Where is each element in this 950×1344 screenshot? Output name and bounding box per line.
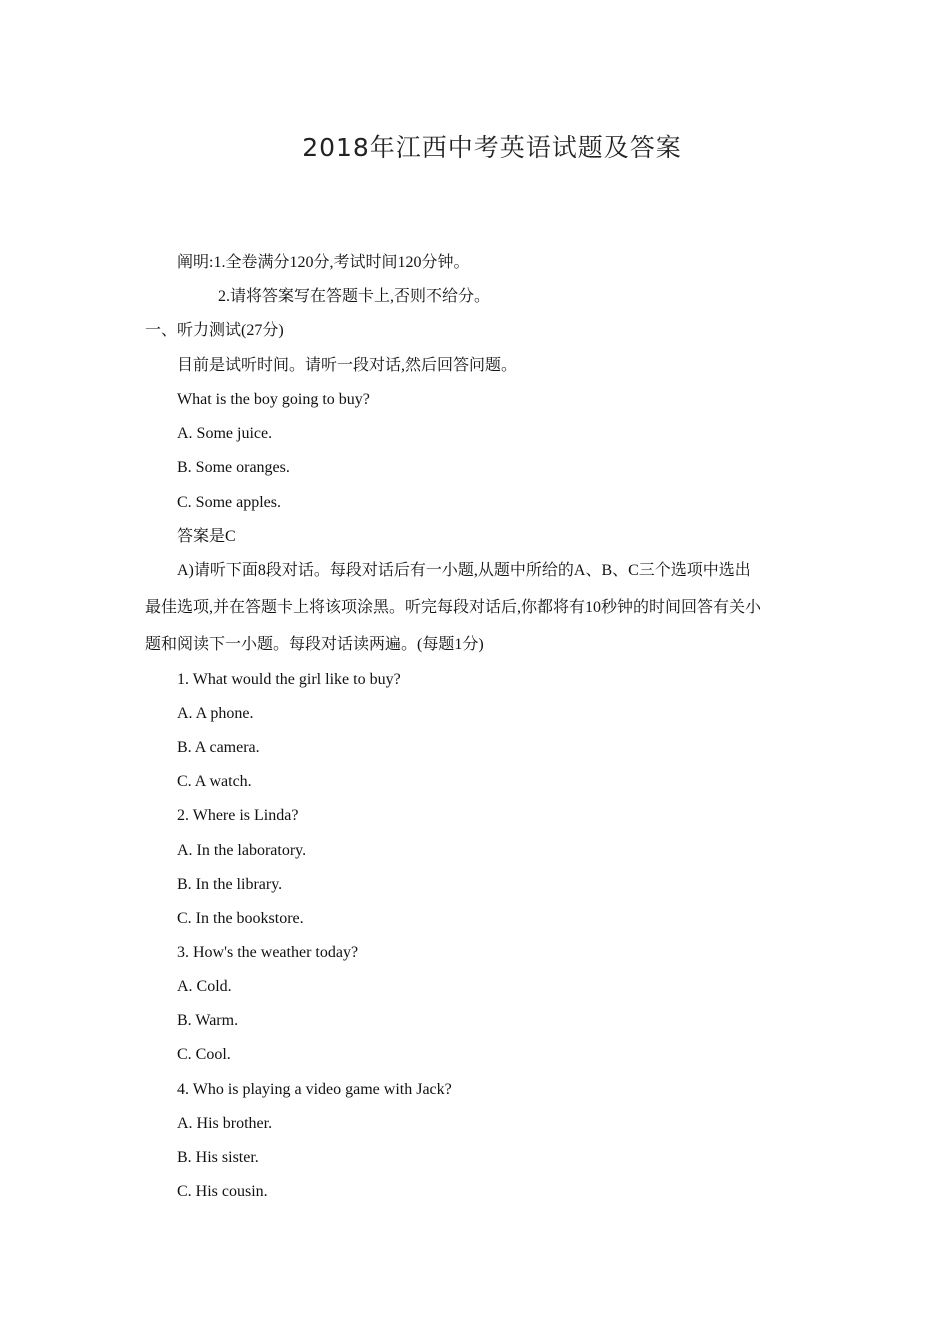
question-2: 2. Where is Linda? [177, 807, 299, 824]
example-question: What is the boy going to buy? [177, 391, 370, 408]
notes-line-1: 阐明:1.全卷满分120分,考试时间120分钟。 [177, 254, 470, 271]
notes-line-2: 2.请将答案写在答题卡上,否则不给分。 [218, 288, 491, 305]
question-4-option-c: C. His cousin. [177, 1183, 268, 1200]
question-2-option-c: C. In the bookstore. [177, 910, 304, 927]
part-a-instructions-line-3: 题和阅读下一小题。每段对话读两遍。(每题1分) [145, 636, 484, 653]
question-1-option-c: C. A watch. [177, 773, 252, 790]
question-1-option-a: A. A phone. [177, 705, 254, 722]
question-3-option-b: B. Warm. [177, 1012, 239, 1029]
question-1: 1. What would the girl like to buy? [177, 671, 401, 688]
example-answer: 答案是C [177, 528, 236, 545]
question-3-option-a: A. Cold. [177, 978, 232, 995]
part-a-instructions-line-2: 最佳选项,并在答题卡上将该项涂黑。听完每段对话后,你都将有10秒钟的时间回答有关小 [145, 599, 762, 616]
example-intro: 目前是试听时间。请听一段对话,然后回答问题。 [177, 357, 518, 374]
part-a-instructions-line-1: A)请听下面8段对话。每段对话后有一小题,从题中所给的A、B、C三个选项中选出 [177, 562, 751, 579]
question-4-option-a: A. His brother. [177, 1115, 273, 1132]
example-option-c: C. Some apples. [177, 494, 281, 511]
question-3-option-c: C. Cool. [177, 1046, 231, 1063]
example-option-a: A. Some juice. [177, 425, 273, 442]
question-4-option-b: B. His sister. [177, 1149, 259, 1166]
question-2-option-b: B. In the library. [177, 876, 283, 893]
example-option-b: B. Some oranges. [177, 459, 290, 476]
question-2-option-a: A. In the laboratory. [177, 842, 307, 859]
question-1-option-b: B. A camera. [177, 739, 260, 756]
question-4: 4. Who is playing a video game with Jack? [177, 1081, 452, 1098]
section-heading: 一、听力测试(27分) [145, 322, 284, 339]
question-3: 3. How's the weather today? [177, 944, 359, 961]
document-title: 2018年江西中考英语试题及答案 [302, 133, 682, 162]
